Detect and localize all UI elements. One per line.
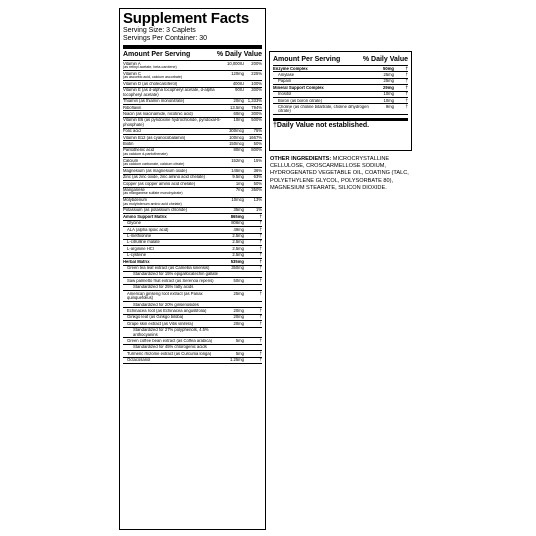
nutrient-name: Grape skin extract (as Vitis vinifera) — [127, 321, 194, 326]
nutrient-name: Glycine — [127, 221, 141, 226]
nutrient-cell — [123, 72, 222, 80]
nutrient-dv: 50% — [253, 180, 262, 186]
nutrient-cell — [123, 106, 222, 110]
facts-rows — [123, 61, 262, 364]
nutrient-name: Inositol — [278, 92, 292, 97]
other-ingredients — [270, 156, 420, 192]
nutrient-name: Papain — [278, 79, 292, 84]
facts-header — [123, 49, 262, 61]
nutrient-cell — [123, 175, 222, 179]
nutrient-amount: 2.5mg — [232, 233, 244, 239]
nutrient-dv: † — [259, 314, 262, 320]
nutrient-dv: 350% — [251, 187, 262, 192]
nutrient-name: Boron (as boron citrate) — [278, 98, 322, 103]
nutrient-name: Manganese — [123, 188, 145, 192]
nutrient-cell — [123, 215, 222, 219]
nutrient-dv: 1,333% — [247, 98, 262, 104]
nutrient-amount: 2.5mg — [232, 239, 244, 245]
nutrient-name: Riboflavin — [123, 105, 142, 110]
nutrient-name: L-arginine HCl — [127, 246, 154, 251]
nutrient-name: Vitamin C — [123, 71, 142, 76]
nutrient-dv: 225% — [251, 70, 262, 76]
nutrient-row — [123, 198, 262, 208]
other-ingredients-text: MICROCRYSTALLINE CELLULOSE, CROSCARMELLOSE SODIUM, HYDROGENATED VEGETABLE OIL, COATING (TALC, POLYETHYLENE GLYCOL, POLYSORBATE 80), MAGNESIUM STEARATE, SILICON DIOXIDE. — [270, 156, 409, 191]
nutrient-name: L-methionine — [127, 234, 152, 239]
nutrient-amount: 145mg — [231, 167, 244, 173]
nutrient-amount: 20mg — [233, 98, 244, 104]
nutrient-dv: † — [259, 226, 262, 232]
nutrient-dv: 1667% — [248, 134, 262, 140]
nutrient-amount: 13.5mg — [230, 104, 244, 110]
nutrient-amount: 90IU — [235, 87, 244, 93]
nutrient-note: (as ascorbic acid, calcium ascorbate) — [123, 75, 183, 80]
nutrient-dv: 1% — [255, 207, 262, 213]
nutrient-name: Herbal Matrix — [123, 259, 150, 264]
header-amount: Amount Per Serving — [123, 51, 191, 58]
nutrient-cell — [123, 253, 222, 257]
nutrient-dv: † — [405, 78, 408, 84]
nutrient-name: Zinc (as zinc oxide, zinc amino acid chelate) — [123, 175, 205, 180]
nutrient-amount: 5mg — [235, 337, 244, 343]
nutrient-name: Niacin (as niacinamide, nicotinic acid) — [123, 111, 193, 116]
nutrient-row — [123, 188, 262, 198]
nutrient-dv: † — [259, 290, 262, 296]
nutrient-amount: 5mg — [235, 350, 244, 356]
nutrient-cell — [123, 221, 222, 225]
nutrient-amount: 150mcg — [229, 140, 244, 146]
nutrient-name: Echinacea root (as Echinacea angustifolia) — [127, 308, 207, 313]
nutrient-cell — [123, 322, 222, 326]
nutrient-name: Choline (as choline bitartrate, choline dihydrogen citrate) — [278, 104, 369, 114]
nutrient-name: Standardized for 15% epigallocatechin gallate — [133, 272, 218, 277]
nutrient-cell — [123, 62, 222, 70]
nutrient-cell — [123, 112, 222, 116]
nutrient-amount: 10mg — [383, 97, 394, 103]
nutrient-dv: † — [405, 84, 408, 90]
nutrient-cell — [123, 352, 222, 356]
servings-per-container: Servings Per Container: 30 — [123, 35, 208, 42]
nutrient-dv: † — [259, 252, 262, 258]
other-ingredients-label: OTHER INGREDIENTS: — [270, 156, 332, 162]
nutrient-cell — [123, 234, 222, 238]
nutrient-dv: 15% — [253, 157, 262, 163]
nutrient-row — [123, 118, 262, 129]
daily-value-footnote: †Daily Value not established. — [273, 118, 408, 130]
nutrient-name: Vitamin E (as d-alpha tocopheryl acetate, d-alpha tocopheryl acetate) — [123, 88, 215, 97]
nutrient-name: Amino Support Matrix — [123, 214, 167, 219]
nutrient-dv: 36% — [253, 167, 262, 173]
nutrient-row — [123, 358, 262, 364]
nutrient-cell — [123, 328, 222, 337]
nutrient-cell — [123, 182, 222, 186]
nutrient-name: ALA (alpha lipoic acid) — [127, 227, 169, 232]
nutrient-dv: † — [259, 239, 262, 245]
nutrient-cell — [123, 247, 222, 251]
nutrient-amount: 300mcg — [229, 128, 244, 134]
nutrient-row — [123, 61, 262, 71]
nutrient-cell — [123, 309, 222, 313]
nutrient-dv: † — [259, 220, 262, 226]
nutrient-amount: 25mg — [233, 290, 244, 296]
nutrient-name: Folic acid — [123, 129, 141, 134]
nutrient-amount: 10mg — [383, 91, 394, 97]
nutrient-dv: † — [259, 337, 262, 343]
nutrient-dv: 100% — [251, 80, 262, 86]
nutrient-name: Standardized for 20% ginsenosides — [133, 302, 199, 307]
nutrient-note: (as retinyl acetate, beta-carotene) — [123, 64, 177, 69]
nutrient-amount: 10,000IU — [227, 60, 244, 66]
nutrient-amount: 20mg — [233, 320, 244, 326]
nutrient-amount: 120mg — [231, 70, 244, 76]
nutrient-name: Molybdenum — [123, 198, 147, 203]
nutrient-dv: † — [405, 71, 408, 77]
nutrient-cell — [123, 169, 222, 173]
nutrient-amount: 20mg — [233, 307, 244, 313]
header-amount: Amount Per Serving — [273, 56, 341, 63]
continued-header — [273, 54, 408, 66]
nutrient-cell — [123, 358, 222, 362]
nutrient-name: Copper (as copper amino acid chelate) — [123, 181, 196, 186]
nutrient-cell — [123, 118, 222, 127]
nutrient-amount: 10mg — [233, 117, 244, 123]
nutrient-amount: 152mg — [231, 157, 244, 163]
nutrient-name: L-cysteine — [127, 253, 147, 258]
nutrient-name: Octacosanol — [127, 358, 151, 363]
nutrient-dv: † — [259, 233, 262, 239]
facts-title: Supplement Facts — [123, 10, 249, 27]
nutrient-name: Pantothenic acid — [123, 148, 154, 153]
nutrient-name: Vitamin B6 (as pyridoxine hydrochloride, pyridoxal-5-phosphate) — [123, 118, 221, 127]
supplement-facts-panel — [119, 8, 266, 530]
nutrient-note: (as manganese sulfate monohydrate) — [123, 191, 183, 196]
nutrient-dv: † — [405, 103, 408, 109]
nutrient-name: Standardized for 45% chlorogenic acids — [133, 345, 207, 350]
nutrient-dv: † — [259, 307, 262, 313]
nutrient-name: Amylase — [278, 72, 295, 77]
nutrient-dv: 63% — [253, 174, 262, 180]
nutrient-amount: 20mg — [233, 314, 244, 320]
nutrient-dv: 794% — [251, 104, 262, 110]
nutrient-row — [123, 328, 262, 339]
nutrient-dv: † — [259, 320, 262, 326]
nutrient-amount: 50mg — [233, 277, 244, 283]
nutrient-name: Thiamin (as thiamin mononitrate) — [123, 99, 185, 104]
nutrient-dv: † — [405, 91, 408, 97]
nutrient-cell — [123, 99, 222, 103]
nutrient-cell — [123, 188, 222, 196]
nutrient-amount: 25mg — [383, 71, 394, 77]
nutrient-cell — [123, 315, 222, 319]
nutrient-name: Standardized for 27% polyphenols, 4.5% anthocyanins — [133, 328, 209, 337]
nutrient-amount: 60mg — [233, 110, 244, 116]
nutrient-dv: 800% — [251, 147, 262, 153]
nutrient-name: American ginseng root extract (as Panax quinquefolius) — [127, 291, 203, 301]
nutrient-amount: 1mg — [235, 180, 244, 186]
nutrient-name: Saw palmetto fruit extract (as Serenoa repens) — [127, 278, 214, 283]
serving-size: Serving Size: 3 Caplets — [123, 27, 196, 34]
nutrient-amount: 29mg — [383, 84, 394, 90]
nutrient-amount: 35mg — [233, 207, 244, 213]
nutrient-name: Calcium — [123, 158, 139, 163]
nutrient-amount: 9.5mg — [232, 174, 244, 180]
nutrient-dv: 300% — [251, 110, 262, 116]
nutrient-name: Vitamin B12 (as cyanocobalamin) — [123, 135, 186, 140]
nutrient-name: Vitamin D (as cholecalciferol) — [123, 81, 178, 86]
nutrient-dv: † — [405, 65, 408, 71]
nutrient-cell — [123, 82, 222, 86]
nutrient-amount: 865mg — [230, 213, 244, 219]
nutrient-dv: 500% — [251, 117, 262, 123]
nutrient-cell — [123, 228, 222, 232]
nutrient-name: Biotin — [123, 141, 134, 146]
nutrient-row — [123, 148, 262, 158]
nutrient-cell — [123, 198, 222, 206]
nutrient-amount: 535mg — [230, 258, 244, 264]
nutrient-cell — [123, 285, 222, 289]
nutrient-amount: 80mg — [233, 147, 244, 153]
nutrient-amount: 2.5mg — [232, 252, 244, 258]
nutrient-dv: 13% — [253, 197, 262, 203]
nutrient-dv: † — [259, 265, 262, 271]
nutrient-name: Standardized for 25% fatty acids — [133, 285, 194, 290]
nutrient-amount: 100mcg — [229, 134, 244, 140]
nutrient-cell — [123, 129, 222, 133]
nutrient-dv: † — [259, 213, 262, 219]
nutrient-cell — [123, 339, 222, 343]
nutrient-dv: † — [259, 258, 262, 264]
nutrient-amount: 49mg — [233, 226, 244, 232]
nutrient-amount: 9mg — [385, 103, 394, 109]
nutrient-name: Magnesium (as magnesium oxide) — [123, 168, 188, 173]
nutrient-cell — [123, 260, 222, 264]
nutrient-note: (as calcium carbonate, calcium citrate) — [123, 161, 185, 166]
nutrient-cell — [123, 240, 222, 244]
nutrient-dv: † — [405, 97, 408, 103]
nutrient-dv: † — [259, 245, 262, 251]
nutrient-amount: 25mg — [383, 78, 394, 84]
continued-rows — [273, 66, 408, 115]
nutrient-name: Potassium (as potassium chloride) — [123, 208, 188, 213]
nutrient-cell — [123, 208, 222, 212]
nutrient-name: Mineral Support Complex — [273, 85, 324, 90]
nutrient-dv: 300% — [251, 87, 262, 93]
nutrient-name: Vitamin A — [123, 61, 141, 66]
nutrient-cell — [123, 279, 222, 283]
nutrient-cell — [123, 266, 222, 270]
nutrient-dv: 200% — [251, 60, 262, 66]
nutrient-note: (as calcium d-pantothenate) — [123, 151, 168, 156]
nutrient-row — [123, 88, 262, 99]
nutrient-dv: † — [259, 277, 262, 283]
header-dv: % Daily Value — [362, 56, 408, 63]
nutrient-cell — [123, 345, 222, 349]
nutrient-name: Enzyme Complex — [273, 66, 308, 71]
nutrient-cell — [123, 148, 222, 156]
nutrient-name: L-citrulline malate — [127, 240, 160, 245]
nutrient-row — [123, 71, 262, 81]
nutrient-amount: 10mcg — [231, 197, 244, 203]
nutrient-row — [273, 104, 408, 115]
nutrient-dv: 50% — [253, 140, 262, 146]
nutrient-name: Green tea leaf extract (as Camellia sinensis) — [127, 266, 210, 271]
nutrient-amount: 2.5mg — [232, 245, 244, 251]
nutrient-amount: 806mg — [231, 220, 244, 226]
nutrient-amount: 7mg — [235, 187, 244, 192]
nutrient-row — [123, 158, 262, 168]
header-dv: % Daily Value — [216, 51, 262, 58]
supplement-facts-continued-panel — [269, 51, 412, 151]
nutrient-amount: 1.25mg — [230, 357, 244, 363]
nutrient-cell — [123, 292, 222, 301]
nutrient-cell — [123, 272, 222, 276]
nutrient-cell — [123, 88, 222, 97]
nutrient-cell — [123, 159, 222, 167]
nutrient-cell — [123, 303, 222, 307]
nutrient-cell — [123, 142, 222, 146]
nutrient-dv: † — [259, 357, 262, 363]
nutrient-amount: 400IU — [232, 80, 244, 86]
nutrient-dv: † — [259, 350, 262, 356]
nutrient-name: Green coffee bean extract (as Coffea arabica) — [127, 338, 213, 343]
nutrient-dv: 75% — [253, 128, 262, 134]
nutrient-amount: 50mg — [383, 65, 394, 71]
nutrient-cell — [123, 136, 222, 140]
nutrient-name: Ginkgo leaf (as Ginkgo biloba) — [127, 315, 184, 320]
nutrient-name: Turmeric rhizome extract (as Curcuma longa) — [127, 351, 212, 356]
nutrient-amount: 350mg — [231, 265, 244, 271]
nutrient-note: (as molybdenum amino acid chelate) — [123, 201, 182, 206]
nutrient-row — [123, 291, 262, 302]
